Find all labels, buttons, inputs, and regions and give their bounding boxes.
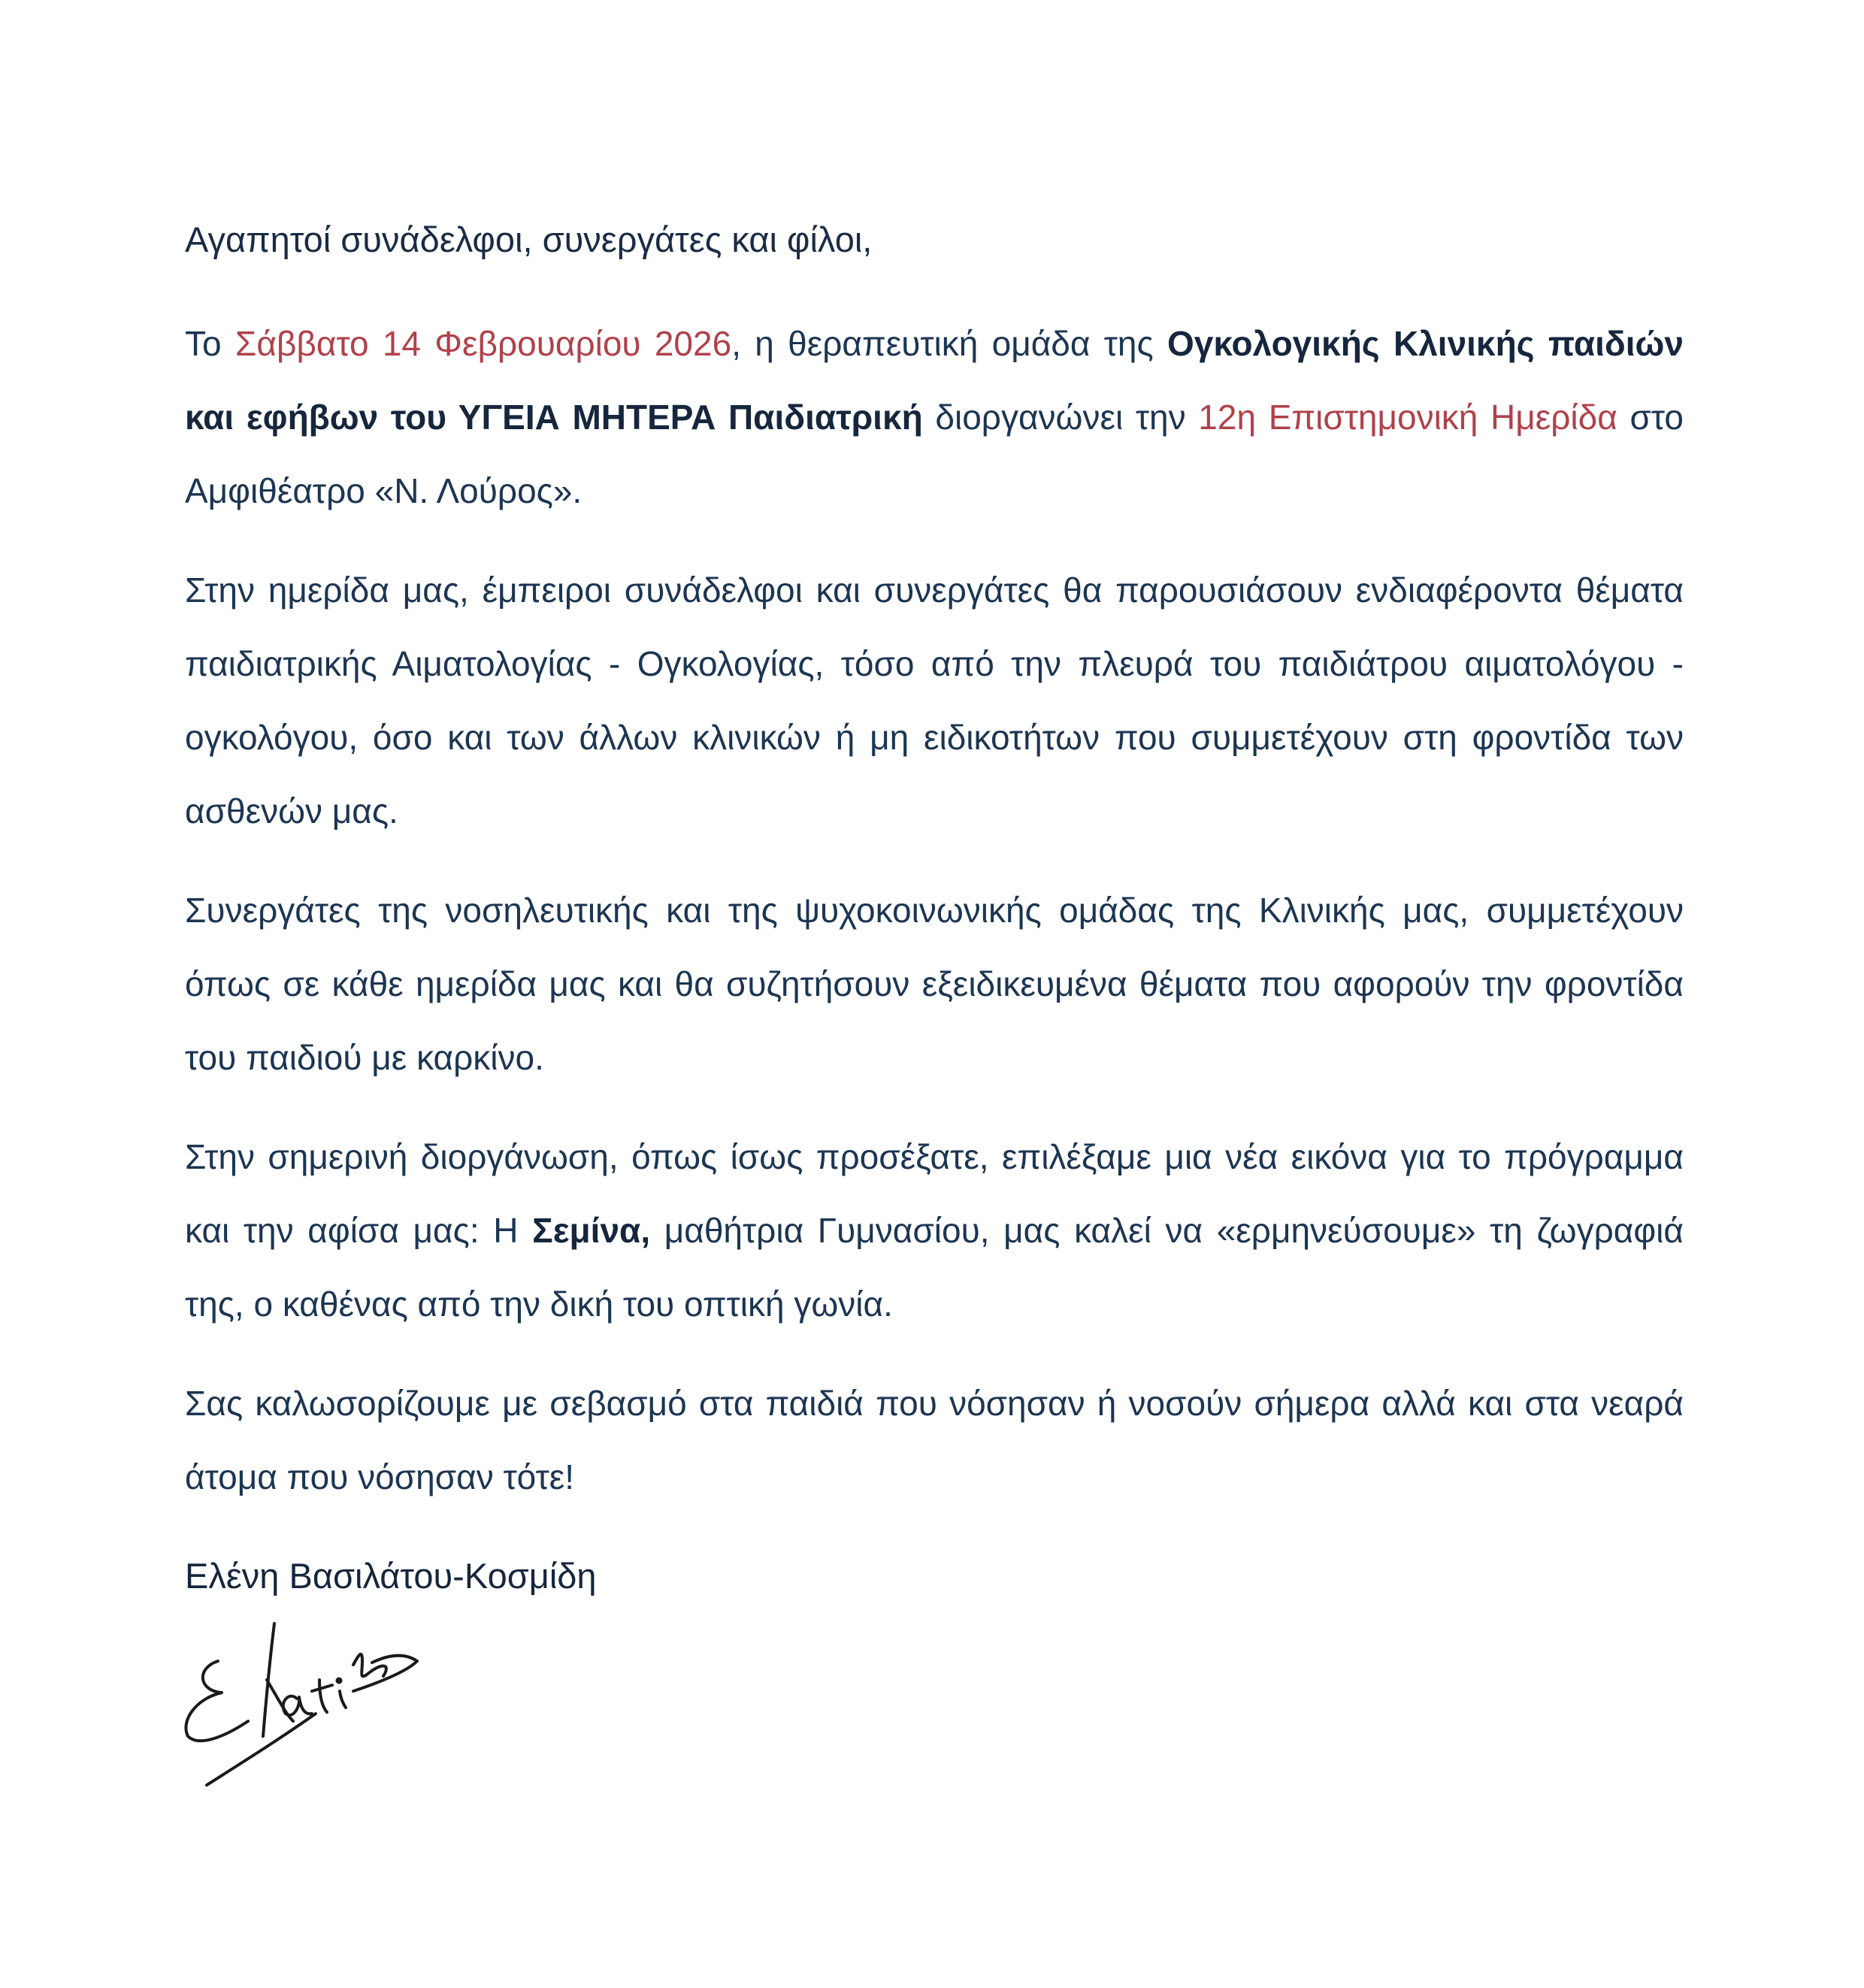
paragraph-poster <box>185 1120 1684 1341</box>
paragraph-event-announcement <box>185 307 1684 528</box>
p4-text-1: Στην σημερινή διοργάνωση, όπως ίσως προσέξατε, επιλέξαμε μια νέα εικόνα για το πρόγραμμα και την αφίσα μας: Η <box>185 1137 1684 1250</box>
event-name: 12η Επιστημονική Ημερίδα <box>1198 398 1617 437</box>
signatory-name: Ελένη Βασιλάτου-Κοσμίδη <box>185 1556 597 1596</box>
artist-name: Σεμίνα, <box>532 1211 651 1250</box>
p1-text-3: διοργανώνει την <box>922 398 1199 437</box>
paragraph-topics: Στην ημερίδα μας, έμπειροι συνάδελφοι και συνεργάτες θα παρουσιάσουν ενδιαφέροντα θέματα παιδιατρικής Αιματολογίας - Ογκολογίας, τόσο από την πλευρά του παιδιάτρου αιματολόγου - ογκολόγου, όσο και των άλλων κλινικών ή μη ειδικοτήτων που συμμετέχουν στη φροντίδα των ασθενών μας. <box>185 570 1684 831</box>
handwritten-signature <box>165 1608 451 1811</box>
event-date: Σάββατο 14 Φεβρουαρίου 2026 <box>235 324 732 363</box>
p1-text-4: στο Αμφιθέατρο «Ν. Λούρος». <box>185 398 1684 510</box>
paragraph-welcome: Σας καλωσορίζουμε με σεβασμό στα παιδιά που νόσησαν ή νοσούν σήμερα αλλά και στα νεαρά άτομα που νόσησαν τότε! <box>185 1384 1684 1496</box>
paragraph-nursing-team: Συνεργάτες της νοσηλευτικής και της ψυχοκοινωνικής ομάδας της Κλινικής μας, συμμετέχουν όπως σε κάθε ημερίδα μας και θα συζητήσουν εξειδικευμένα θέματα που αφορούν την φροντίδα του παιδιού με καρκίνο. <box>185 891 1684 1077</box>
p1-text-1: Το <box>185 324 235 363</box>
p1-text-2: , η θεραπευτική ομάδα της <box>731 324 1167 363</box>
greeting: Αγαπητοί συνάδελφοι, συνεργάτες και φίλοι, <box>185 219 873 259</box>
p4-text-2: μαθήτρια Γυμνασίου, μας καλεί να «ερμηνεύσουμε» τη ζωγραφιά της, ο καθένας από την δική του οπτική γωνία. <box>185 1211 1684 1324</box>
clinic-name: Ογκολογικής Κλινικής παιδιών και εφήβων του ΥΓΕΙΑ ΜΗΤΕΡΑ Παιδιατρική <box>185 324 1684 437</box>
letter-body <box>185 203 1684 1613</box>
